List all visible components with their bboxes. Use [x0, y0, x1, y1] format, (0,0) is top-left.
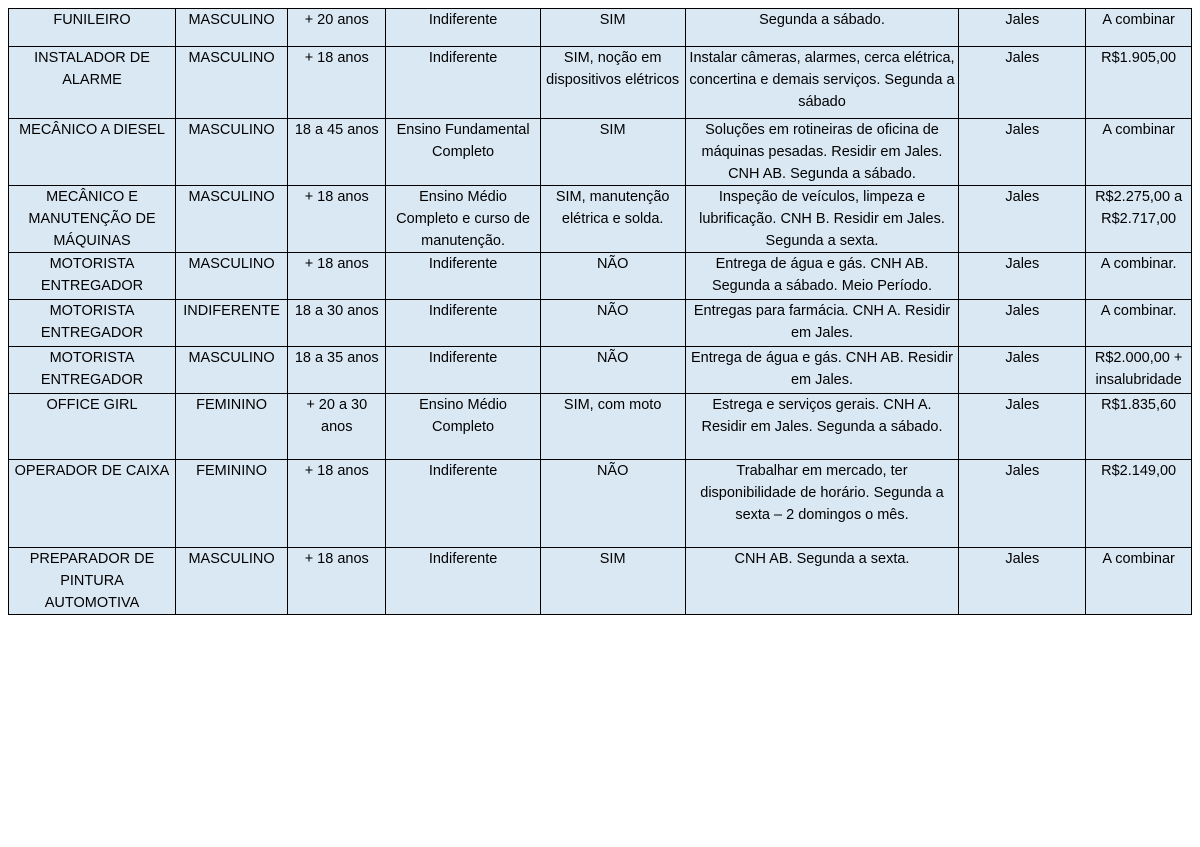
gender-cell: FEMININO [176, 460, 288, 548]
description-cell: Inspeção de veículos, limpeza e lubrificação. CNH B. Residir em Jales. Segunda a sexta. [685, 186, 959, 253]
experience-cell: SIM [540, 548, 685, 615]
job-listings-table [8, 8, 1192, 615]
education-cell: Ensino Médio Completo e curso de manutenção. [386, 186, 540, 253]
city-cell: Jales [959, 253, 1086, 300]
job-title-cell: INSTALADOR DE ALARME [9, 47, 176, 119]
description-cell: Entrega de água e gás. CNH AB. Residir em Jales. [685, 347, 959, 394]
job-title-cell: MOTORISTA ENTREGADOR [9, 300, 176, 347]
age-cell: + 20 anos [288, 9, 386, 47]
salary-cell: R$2.000,00 + insalubridade [1086, 347, 1192, 394]
city-cell: Jales [959, 394, 1086, 460]
age-cell: 18 a 35 anos [288, 347, 386, 394]
experience-cell: SIM, com moto [540, 394, 685, 460]
table-row [9, 548, 1192, 615]
description-cell: Trabalhar em mercado, ter disponibilidade de horário. Segunda a sexta – 2 domingos o mês. [685, 460, 959, 548]
age-cell: + 20 a 30 anos [288, 394, 386, 460]
table-row [9, 253, 1192, 300]
salary-cell: A combinar [1086, 548, 1192, 615]
experience-cell: SIM, noção em dispositivos elétricos [540, 47, 685, 119]
experience-cell: NÃO [540, 300, 685, 347]
education-cell: Indiferente [386, 9, 540, 47]
description-cell: Estrega e serviços gerais. CNH A. Residir em Jales. Segunda a sábado. [685, 394, 959, 460]
city-cell: Jales [959, 47, 1086, 119]
job-title-cell: OPERADOR DE CAIXA [9, 460, 176, 548]
age-cell: + 18 anos [288, 548, 386, 615]
age-cell: 18 a 30 anos [288, 300, 386, 347]
description-cell: Entrega de água e gás. CNH AB. Segunda a sábado. Meio Período. [685, 253, 959, 300]
salary-cell: R$2.275,00 a R$2.717,00 [1086, 186, 1192, 253]
description-cell: Soluções em rotineiras de oficina de máquinas pesadas. Residir em Jales. CNH AB. Segunda a sábado. [685, 119, 959, 186]
table-row [9, 9, 1192, 47]
salary-cell: A combinar [1086, 119, 1192, 186]
age-cell: + 18 anos [288, 186, 386, 253]
education-cell: Indiferente [386, 548, 540, 615]
job-title-cell: MOTORISTA ENTREGADOR [9, 253, 176, 300]
salary-cell: R$1.905,00 [1086, 47, 1192, 119]
age-cell: 18 a 45 anos [288, 119, 386, 186]
city-cell: Jales [959, 300, 1086, 347]
table-row [9, 186, 1192, 253]
experience-cell: SIM [540, 9, 685, 47]
description-cell: CNH AB. Segunda a sexta. [685, 548, 959, 615]
job-title-cell: MECÂNICO E MANUTENÇÃO DE MÁQUINAS [9, 186, 176, 253]
table-row [9, 460, 1192, 548]
experience-cell: NÃO [540, 460, 685, 548]
salary-cell: A combinar [1086, 9, 1192, 47]
description-cell: Instalar câmeras, alarmes, cerca elétrica, concertina e demais serviços. Segunda a sábado [685, 47, 959, 119]
table-row [9, 394, 1192, 460]
age-cell: + 18 anos [288, 253, 386, 300]
job-title-cell: MECÂNICO A DIESEL [9, 119, 176, 186]
education-cell: Indiferente [386, 253, 540, 300]
salary-cell: R$2.149,00 [1086, 460, 1192, 548]
job-title-cell: PREPARADOR DE PINTURA AUTOMOTIVA [9, 548, 176, 615]
experience-cell: SIM, manutenção elétrica e solda. [540, 186, 685, 253]
gender-cell: FEMININO [176, 394, 288, 460]
table-row [9, 47, 1192, 119]
city-cell: Jales [959, 119, 1086, 186]
salary-cell: R$1.835,60 [1086, 394, 1192, 460]
city-cell: Jales [959, 9, 1086, 47]
job-title-cell: MOTORISTA ENTREGADOR [9, 347, 176, 394]
salary-cell: A combinar. [1086, 253, 1192, 300]
education-cell: Indiferente [386, 347, 540, 394]
description-cell: Segunda a sábado. [685, 9, 959, 47]
age-cell: + 18 anos [288, 460, 386, 548]
experience-cell: SIM [540, 119, 685, 186]
education-cell: Indiferente [386, 460, 540, 548]
table-row [9, 119, 1192, 186]
gender-cell: MASCULINO [176, 548, 288, 615]
salary-cell: A combinar. [1086, 300, 1192, 347]
gender-cell: MASCULINO [176, 47, 288, 119]
city-cell: Jales [959, 548, 1086, 615]
experience-cell: NÃO [540, 253, 685, 300]
description-cell: Entregas para farmácia. CNH A. Residir em Jales. [685, 300, 959, 347]
experience-cell: NÃO [540, 347, 685, 394]
gender-cell: MASCULINO [176, 186, 288, 253]
education-cell: Ensino Fundamental Completo [386, 119, 540, 186]
job-listings-body [9, 9, 1192, 615]
table-row [9, 300, 1192, 347]
gender-cell: MASCULINO [176, 9, 288, 47]
city-cell: Jales [959, 186, 1086, 253]
job-title-cell: FUNILEIRO [9, 9, 176, 47]
gender-cell: INDIFERENTE [176, 300, 288, 347]
gender-cell: MASCULINO [176, 253, 288, 300]
education-cell: Ensino Médio Completo [386, 394, 540, 460]
education-cell: Indiferente [386, 47, 540, 119]
city-cell: Jales [959, 460, 1086, 548]
job-title-cell: OFFICE GIRL [9, 394, 176, 460]
city-cell: Jales [959, 347, 1086, 394]
age-cell: + 18 anos [288, 47, 386, 119]
gender-cell: MASCULINO [176, 119, 288, 186]
gender-cell: MASCULINO [176, 347, 288, 394]
education-cell: Indiferente [386, 300, 540, 347]
table-row [9, 347, 1192, 394]
